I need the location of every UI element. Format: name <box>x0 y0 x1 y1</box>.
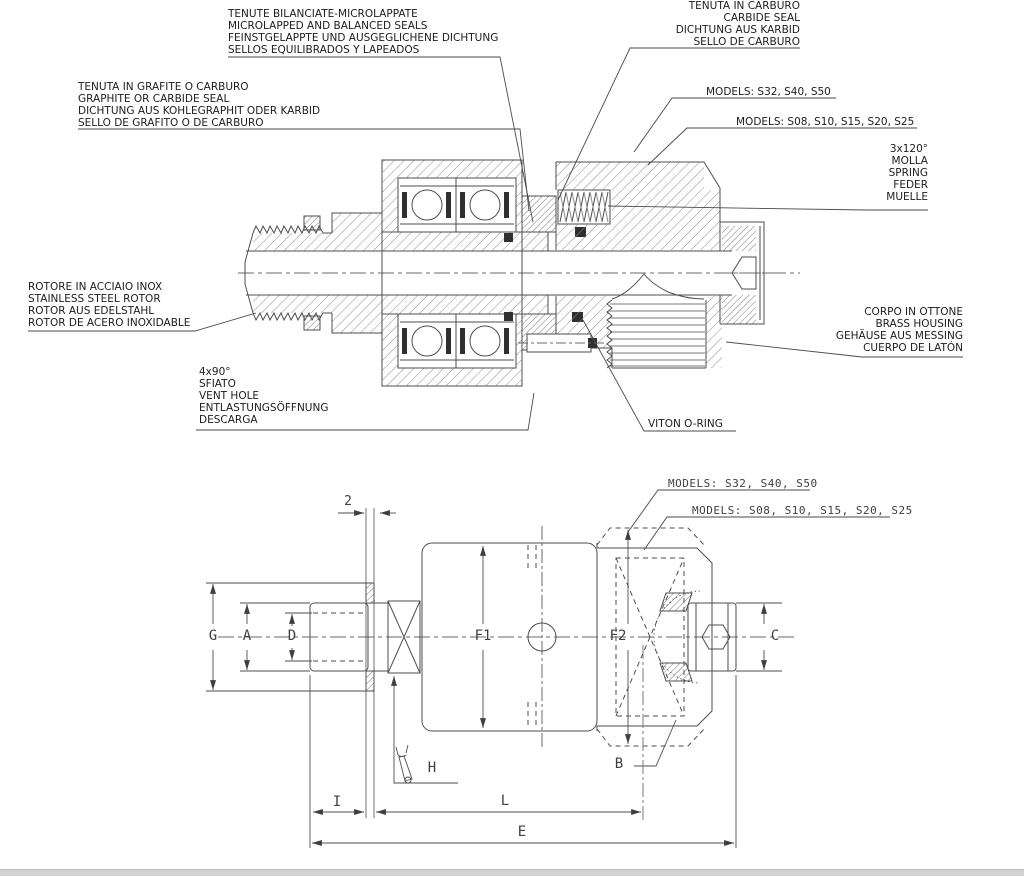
dim-G: G <box>208 628 218 644</box>
label-housing <box>763 306 963 354</box>
label-rotor <box>28 281 190 329</box>
label-line: GEHÄUSE AUS MESSING <box>835 330 963 342</box>
dim-L: L <box>500 793 510 809</box>
label-graphite-seal <box>78 81 320 129</box>
label-models-small-lower: MODELS: S08, S10, S15, S20, S25 <box>692 504 913 517</box>
dim-I: I <box>332 794 342 810</box>
label-line: SELLO DE GRAFITO O DE CARBURO <box>78 117 264 129</box>
dim-2: 2 <box>344 494 352 509</box>
label-line: SELLOS EQUILIBRADOS Y LAPEADOS <box>228 44 420 56</box>
label-line: VENT HOLE <box>199 390 260 402</box>
label-spring <box>798 143 928 203</box>
lower-dimension-view <box>206 490 890 848</box>
page-edge-shadow <box>0 869 1024 876</box>
dim-A: A <box>242 628 252 644</box>
label-line: FEDER <box>893 179 928 191</box>
label-line: STAINLESS STEEL ROTOR <box>28 293 161 305</box>
label-models-small-upper: MODELS: S08, S10, S15, S20, S25 <box>736 116 915 128</box>
main-body <box>422 526 597 750</box>
wrench-icon <box>396 745 412 783</box>
dim-H: H <box>427 760 437 776</box>
leader-B <box>634 720 676 766</box>
label-viton-oring: VITON O-RING <box>648 418 723 430</box>
label-line: TENUTA IN CARBURO <box>688 0 800 12</box>
label-line: DESCARGA <box>199 414 258 426</box>
label-line: 4x90° <box>199 366 231 378</box>
label-line: GRAPHITE OR CARBIDE SEAL <box>78 93 230 105</box>
label-line: SFIATO <box>199 378 236 390</box>
leader-models-small-lower <box>644 517 890 550</box>
label-line: MICROLAPPED AND BALANCED SEALS <box>228 20 428 32</box>
housing-male-thread <box>607 300 706 368</box>
dim-F2: F2 <box>609 628 627 644</box>
label-line: BRASS HOUSING <box>875 318 963 330</box>
label-line: CORPO IN OTTONE <box>864 306 963 318</box>
label-line: CARBIDE SEAL <box>723 12 800 24</box>
dim-F1: F1 <box>474 628 492 644</box>
lower-model-leaders <box>628 490 890 550</box>
label-models-large-upper: MODELS: S32, S40, S50 <box>706 86 831 98</box>
label-line: SELLO DE CARBURO <box>693 36 800 48</box>
dim-C: C <box>770 628 780 644</box>
label-balanced-seals <box>228 8 498 56</box>
label-line: ROTOR DE ACERO INOXIDABLE <box>28 317 191 329</box>
label-line: DICHTUNG AUS KARBID <box>675 24 800 36</box>
label-line: ENTLASTUNGSÖFFNUNG <box>199 402 329 414</box>
label-line: TENUTA IN GRAFITE O CARBURO <box>78 81 249 93</box>
label-line: ROTORE IN ACCIAIO INOX <box>28 281 163 293</box>
collar <box>366 508 388 818</box>
label-vent <box>199 366 328 426</box>
label-line: TENUTE BILANCIATE-MICROLAPPATE <box>228 8 418 20</box>
dim-E: E <box>517 824 527 840</box>
spring-coil <box>558 190 610 224</box>
label-carbide-seal <box>560 0 800 48</box>
dim-D: D <box>287 628 297 644</box>
label-line: DICHTUNG AUS KOHLEGRAPHIT ODER KARBID <box>78 105 321 117</box>
label-line: SPRING <box>888 167 928 179</box>
dim-B: B <box>614 756 624 772</box>
label-line: CUERPO DE LATÓN <box>863 342 963 354</box>
label-line: FEINSTGELAPPTE UND AUSGEGLICHENE DICHTUNG <box>228 32 499 44</box>
label-line: 3x120° <box>889 143 928 155</box>
label-models-large-lower: MODELS: S32, S40, S50 <box>668 477 818 490</box>
label-line: MUELLE <box>886 191 928 203</box>
label-line: ROTOR AUS EDELSTAHL <box>28 305 155 317</box>
label-line: MOLLA <box>891 155 928 167</box>
